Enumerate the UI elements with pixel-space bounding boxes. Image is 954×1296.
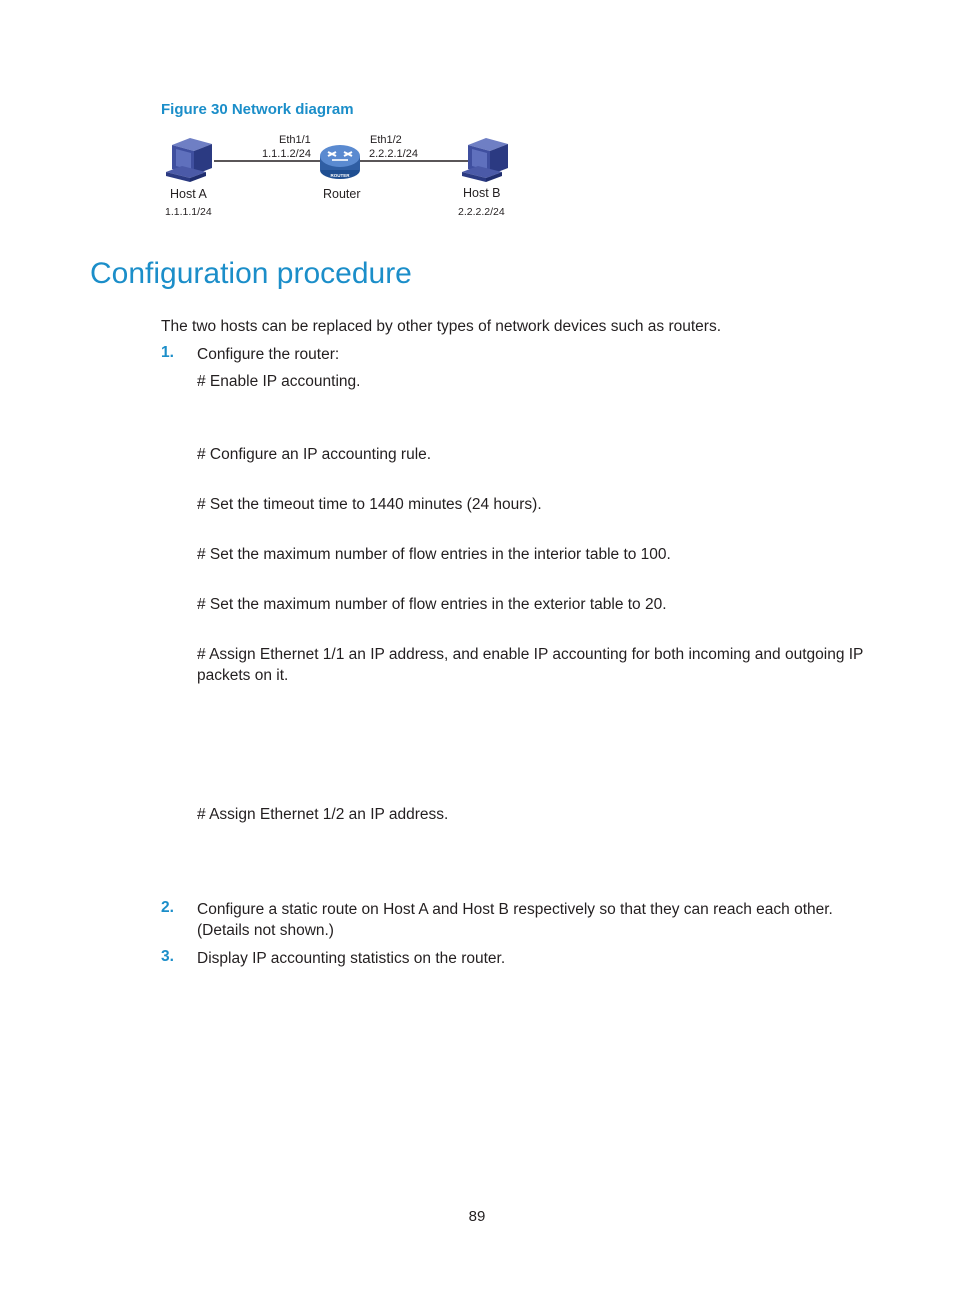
- step-2-number: 2.: [161, 899, 174, 916]
- router-badge: ROUTER: [330, 173, 350, 178]
- intro-paragraph: The two hosts can be replaced by other types of network devices such as routers.: [161, 318, 722, 335]
- host-b-ip: 2.2.2.2/24: [458, 206, 505, 218]
- step-3-text: Display IP accounting statistics on the router.: [197, 950, 506, 967]
- comment-exterior-table: # Set the maximum number of flow entries in the exterior table to 20.: [197, 596, 667, 613]
- host-b-label: Host B: [463, 186, 501, 200]
- section-title: Configuration procedure: [90, 257, 412, 290]
- comment-timeout: # Set the timeout time to 1440 minutes (24 hours).: [197, 496, 542, 513]
- router-label: Router: [323, 187, 361, 201]
- eth2-name: Eth1/2: [370, 134, 402, 146]
- host-a-ip: 1.1.1.1/24: [165, 206, 212, 218]
- network-diagram: [150, 128, 530, 228]
- comment-enable-ip-accounting: # Enable IP accounting.: [197, 373, 361, 390]
- host-a-label: Host A: [170, 187, 207, 201]
- step-3-number: 3.: [161, 948, 174, 965]
- eth2-ip: 2.2.2.1/24: [369, 148, 418, 160]
- eth1-name: Eth1/1: [279, 134, 311, 146]
- router-icon: [320, 145, 360, 179]
- comment-ethernet-1-2: # Assign Ethernet 1/2 an IP address.: [197, 806, 449, 823]
- host-b-icon: [462, 138, 508, 182]
- comment-accounting-rule: # Configure an IP accounting rule.: [197, 446, 432, 463]
- step-1-text: Configure the router:: [197, 346, 340, 363]
- step-2-text: Configure a static route on Host A and Host B respectively so that they can reach each other. (Details not shown.): [197, 901, 833, 939]
- comment-ethernet-1-1: # Assign Ethernet 1/1 an IP address, and enable IP accounting for both incoming and outgoing IP packets on it.: [197, 646, 864, 684]
- figure-caption: Figure 30 Network diagram: [161, 101, 354, 118]
- host-a-icon: [166, 138, 212, 182]
- eth1-ip: 1.1.1.2/24: [262, 148, 311, 160]
- page-number: 89: [468, 1208, 486, 1225]
- step-1-number: 1.: [161, 344, 174, 361]
- comment-interior-table: # Set the maximum number of flow entries in the interior table to 100.: [197, 546, 671, 563]
